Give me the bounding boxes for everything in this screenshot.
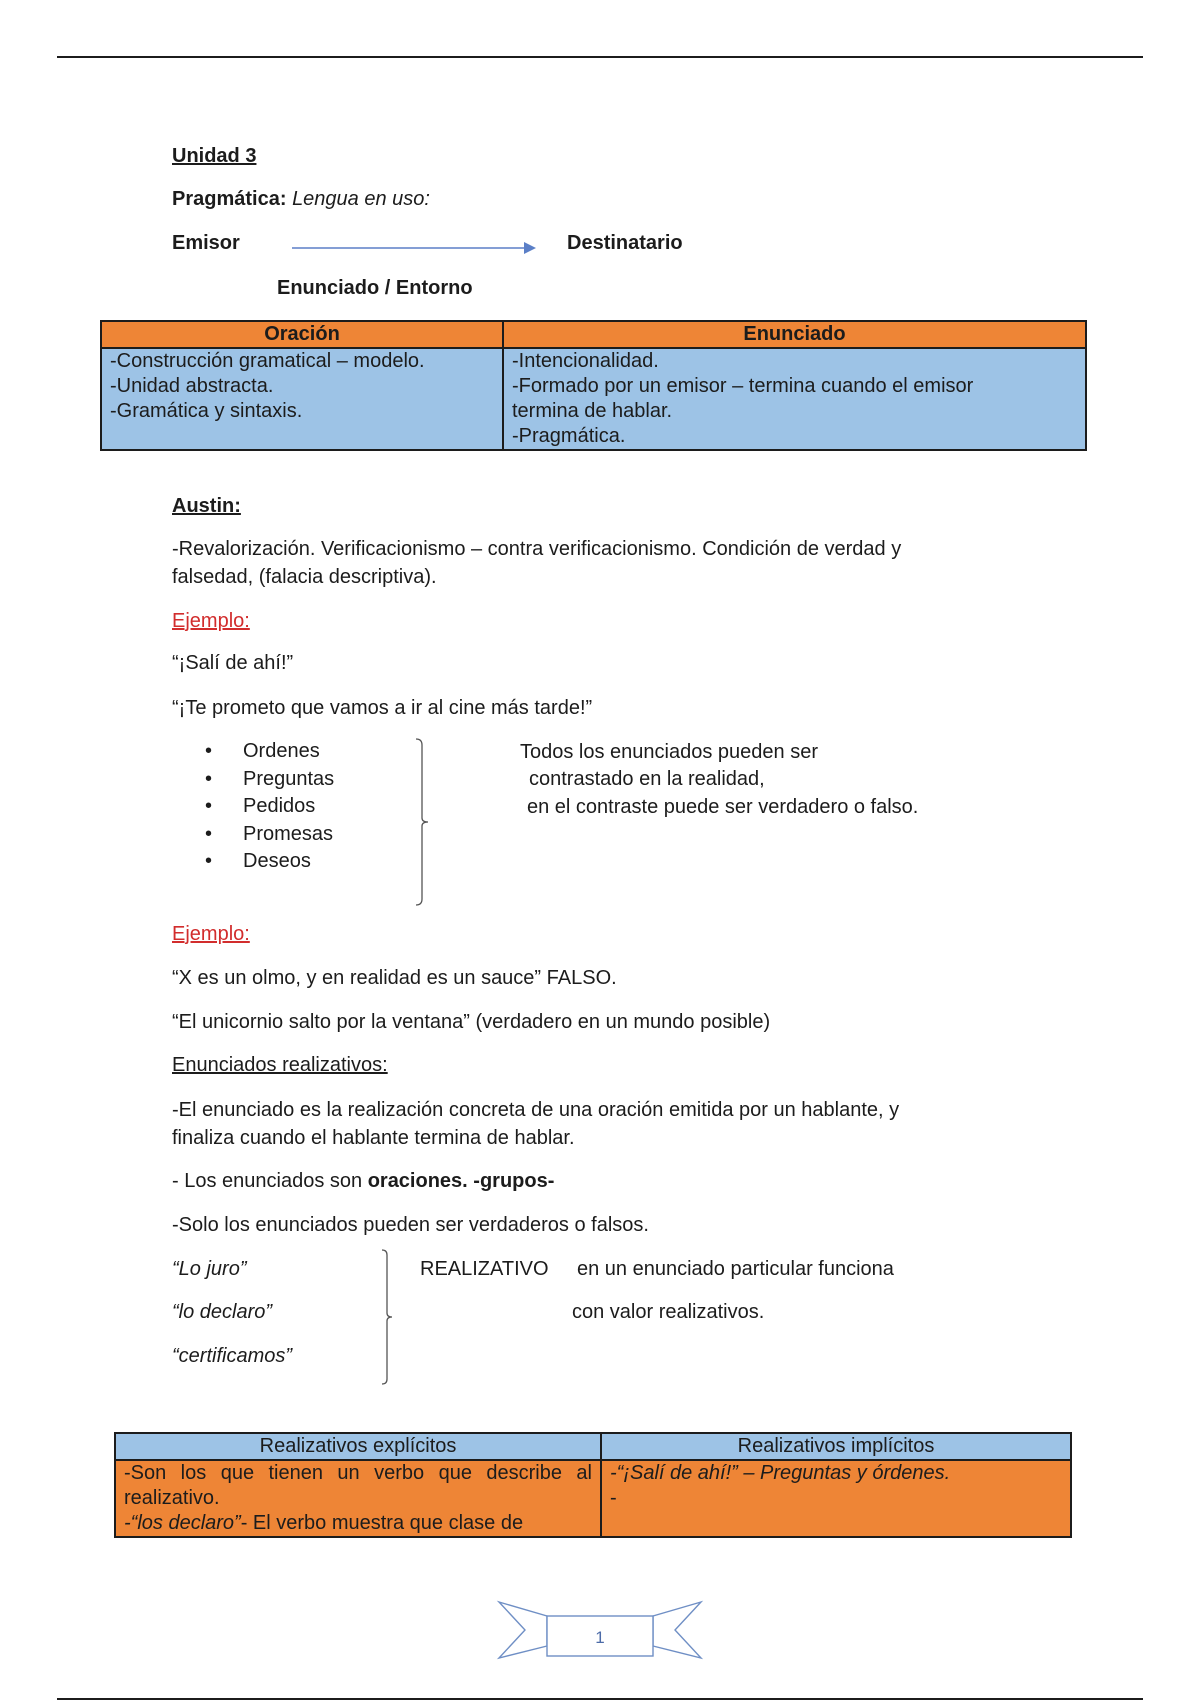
realizativo-note-line-2: con valor realizativos. [572,1301,765,1323]
table-row [115,1460,1071,1537]
cell-line: -Pragmática. [512,425,626,447]
realizativos-para2 [172,1169,554,1193]
page-number: 1 [595,1628,605,1647]
cell-line: - [610,1487,617,1509]
austin-para-line-1: -Revalorización. Verificacionismo – contra verificacionismo. Condición de verdad y [172,538,902,560]
list-item: • Pedidos [205,793,334,821]
list-item: • Promesas [205,821,334,849]
table-row [101,348,1086,450]
example-label: Ejemplo: [172,610,250,632]
right-bracket-icon [412,738,432,906]
cell-line: -Son los que tienen un verbo que describe al [124,1462,592,1484]
pragmatica-label: Pragmática: [172,188,287,210]
table-header-explicitos: Realizativos explícitos [115,1433,601,1460]
realizativo-label: REALIZATIVO [420,1258,549,1280]
diagram-receiver: Destinatario [567,232,683,254]
right-bracket-icon [378,1249,398,1385]
table-cell-oracion [101,348,503,450]
para2-bold: oraciones. -grupos- [367,1170,555,1192]
table-header-oracion: Oración [101,321,503,348]
quote-1: “¡Salí de ahí!” [172,652,294,674]
quote-4: “El unicornio salto por la ventana” (verdadero en un mundo posible) [172,1011,771,1033]
table-header-enunciado: Enunciado [503,321,1086,348]
quote-3: “X es un olmo, y en realidad es un sauce” FALSO. [172,967,617,989]
diagram-sender: Emisor [172,232,240,254]
austin-title: Austin: [172,495,241,517]
cell-line [124,1511,592,1536]
cell-line: -Gramática y sintaxis. [110,400,303,422]
list-item: • Ordenes [205,738,334,766]
example-lo-juro: “Lo juro” [172,1258,247,1280]
table-header-implicitos: Realizativos implícitos [601,1433,1071,1460]
diagram-caption: Enunciado / Entorno [277,277,473,299]
realizativos-title: Enunciados realizativos: [172,1054,388,1076]
cell-italic: -“los declaro” [124,1512,241,1534]
table-cell-implicitos [601,1460,1071,1537]
list-note-line-2: contrastado en la realidad, [529,768,765,790]
example-lo-declaro: “lo declaro” [172,1301,273,1323]
list-note-line-1: Todos los enunciados pueden ser [520,741,818,763]
austin-para-line-2: falsedad, (falacia descriptiva). [172,566,437,588]
unit-title: Unidad 3 [172,145,257,167]
list-note-line-3: en el contraste puede ser verdadero o falso. [527,796,919,818]
cell-rest: - El verbo muestra que clase de [240,1512,524,1534]
para2-prefix: - Los enunciados son [172,1170,368,1192]
quote-2: “¡Te prometo que vamos a ir al cine más tarde!” [172,697,593,719]
cell-line: termina de hablar. [512,400,673,422]
cell-line: -Formado por un emisor – termina cuando el emisor [512,375,974,397]
arrow-right-icon [290,240,540,256]
list-item: • Preguntas [205,766,334,794]
realizativos-para1-line-1: -El enunciado es la realización concreta de una oración emitida por un hablante, y [172,1099,900,1121]
table-header-row [101,321,1086,348]
cell-line: -Intencionalidad. [512,350,659,372]
example-label-2: Ejemplo: [172,923,250,945]
pragmatica-line [172,187,430,211]
realizativos-para3: -Solo los enunciados pueden ser verdaderos o falsos. [172,1214,649,1236]
realizativos-para1-line-2: finaliza cuando el hablante termina de hablar. [172,1127,575,1149]
table-cell-explicitos [115,1460,601,1537]
table-cell-enunciado [503,348,1086,450]
example-certificamos: “certificamos” [172,1345,293,1367]
cell-line: -Construcción gramatical – modelo. [110,350,425,372]
cell-line: -Unidad abstracta. [110,375,274,397]
speech-acts-list [205,738,334,876]
top-rule [57,56,1143,58]
cell-line: -“¡Salí de ahí!” – Preguntas y órdenes. [610,1462,951,1484]
oracion-enunciado-table [100,320,1087,451]
realizativos-table [114,1432,1072,1538]
cell-line: realizativo. [124,1487,220,1509]
pragmatica-text: Lengua en uso: [292,188,430,210]
table-header-row [115,1433,1071,1460]
list-item: • Deseos [205,848,334,876]
realizativo-note-line-1: en un enunciado particular funciona [577,1258,894,1280]
